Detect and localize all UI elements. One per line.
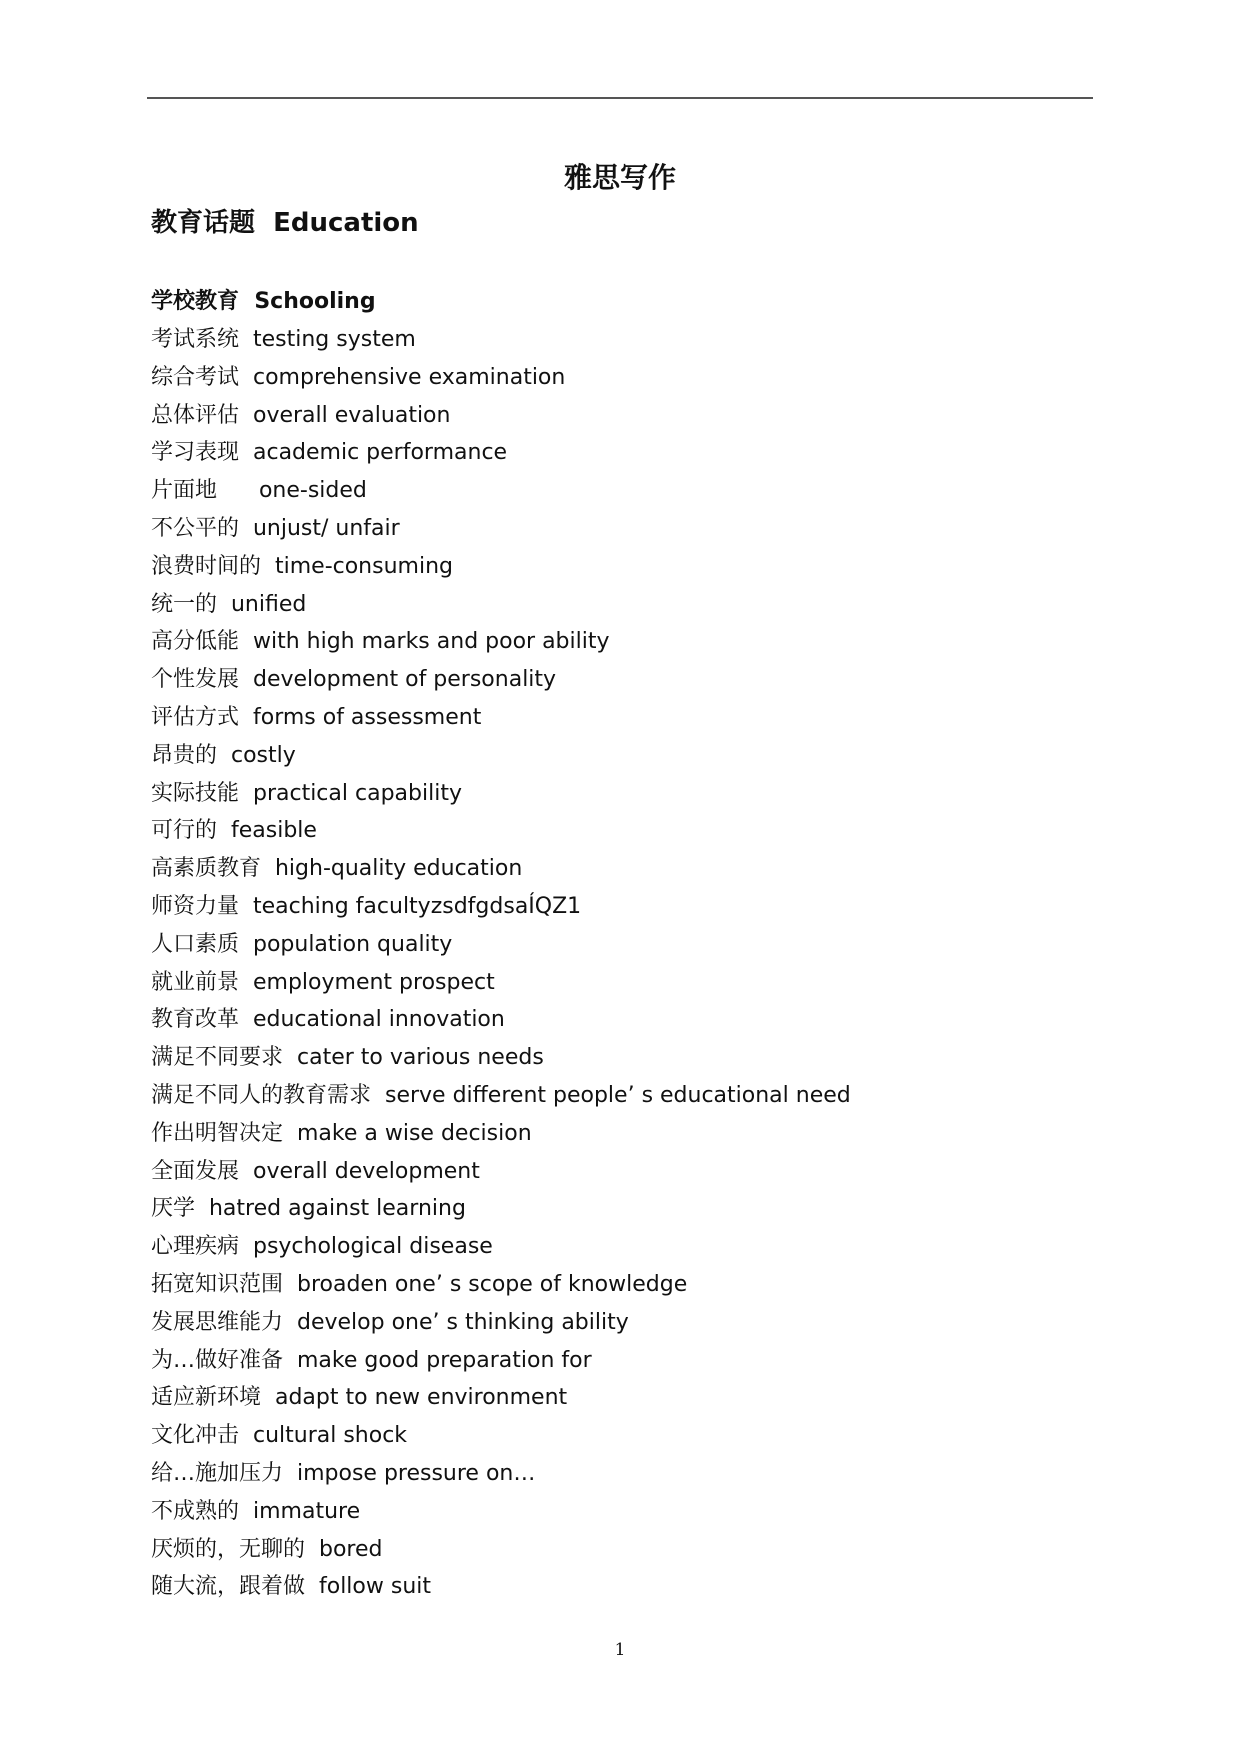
vocabulary-entry: 为…做好准备 make good preparation for [151,1347,592,1373]
vocabulary-entry: 拓宽知识范围 broaden one’ s scope of knowledge [151,1271,688,1297]
vocabulary-entry: 满足不同人的教育需求 serve different people’ s educational need [151,1082,851,1108]
vocabulary-entry: 总体评估 overall evaluation [151,402,451,428]
vocabulary-entry: 人口素质 population quality [151,931,453,957]
vocabulary-entry: 就业前景 employment prospect [151,969,495,995]
vocabulary-entry: 个性发展 development of personality [151,667,557,693]
vocabulary-entry: 给…施加压力 impose pressure on… [151,1460,536,1486]
vocabulary-entry: 厌烦的，无聊的 bored [151,1536,383,1562]
vocabulary-list [151,322,851,1607]
page-number: 1 [614,1640,626,1660]
vocabulary-entry: 不公平的 unjust/ unfair [151,515,400,541]
vocabulary-entry: 浪费时间的 time-consuming [151,553,453,579]
vocabulary-entry: 高素质教育 high-quality education [151,856,523,882]
vocabulary-entry: 心理疾病 psychological disease [151,1234,493,1260]
vocabulary-entry: 昂贵的 costly [151,742,296,768]
header-rule [147,97,1093,99]
vocabulary-entry: 高分低能 with high marks and poor ability [151,629,610,655]
vocabulary-entry: 考试系统 testing system [151,327,416,352]
vocabulary-entry: 适应新环境 adapt to new environment [151,1385,568,1411]
vocabulary-entry: 评估方式 forms of assessment [151,704,482,730]
vocabulary-entry: 统一的 unified [151,591,307,617]
vocabulary-entry: 片面地 one-sided [151,478,367,504]
vocabulary-entry: 不成熟的 immature [151,1498,361,1524]
vocabulary-entry: 师资力量 teaching facultyzsdfgdsaÍQZ1 [151,893,582,919]
vocabulary-entry: 学习表现 academic performance [151,440,508,466]
document-title: 雅思写作 [563,161,676,194]
vocabulary-entry: 发展思维能力 develop one’ s thinking ability [151,1309,629,1335]
vocabulary-entry: 全面发展 overall development [151,1158,480,1184]
section-title: 教育话题 Education [151,208,419,238]
vocabulary-entry: 文化冲击 cultural shock [151,1423,408,1449]
vocabulary-entry: 满足不同要求 cater to various needs [151,1045,544,1071]
vocabulary-entry: 综合考试 comprehensive examination [151,364,566,390]
vocabulary-entry: 作出明智决定 make a wise decision [151,1120,532,1146]
vocabulary-entry: 厌学 hatred against learning [151,1196,466,1222]
vocabulary-entry: 教育改革 educational innovation [151,1007,505,1033]
subsection-title: 学校教育 Schooling [151,289,376,314]
vocabulary-entry: 随大流，跟着做 follow suit [151,1574,432,1600]
vocabulary-entry: 实际技能 practical capability [151,780,462,806]
vocabulary-entry: 可行的 feasible [151,818,317,844]
